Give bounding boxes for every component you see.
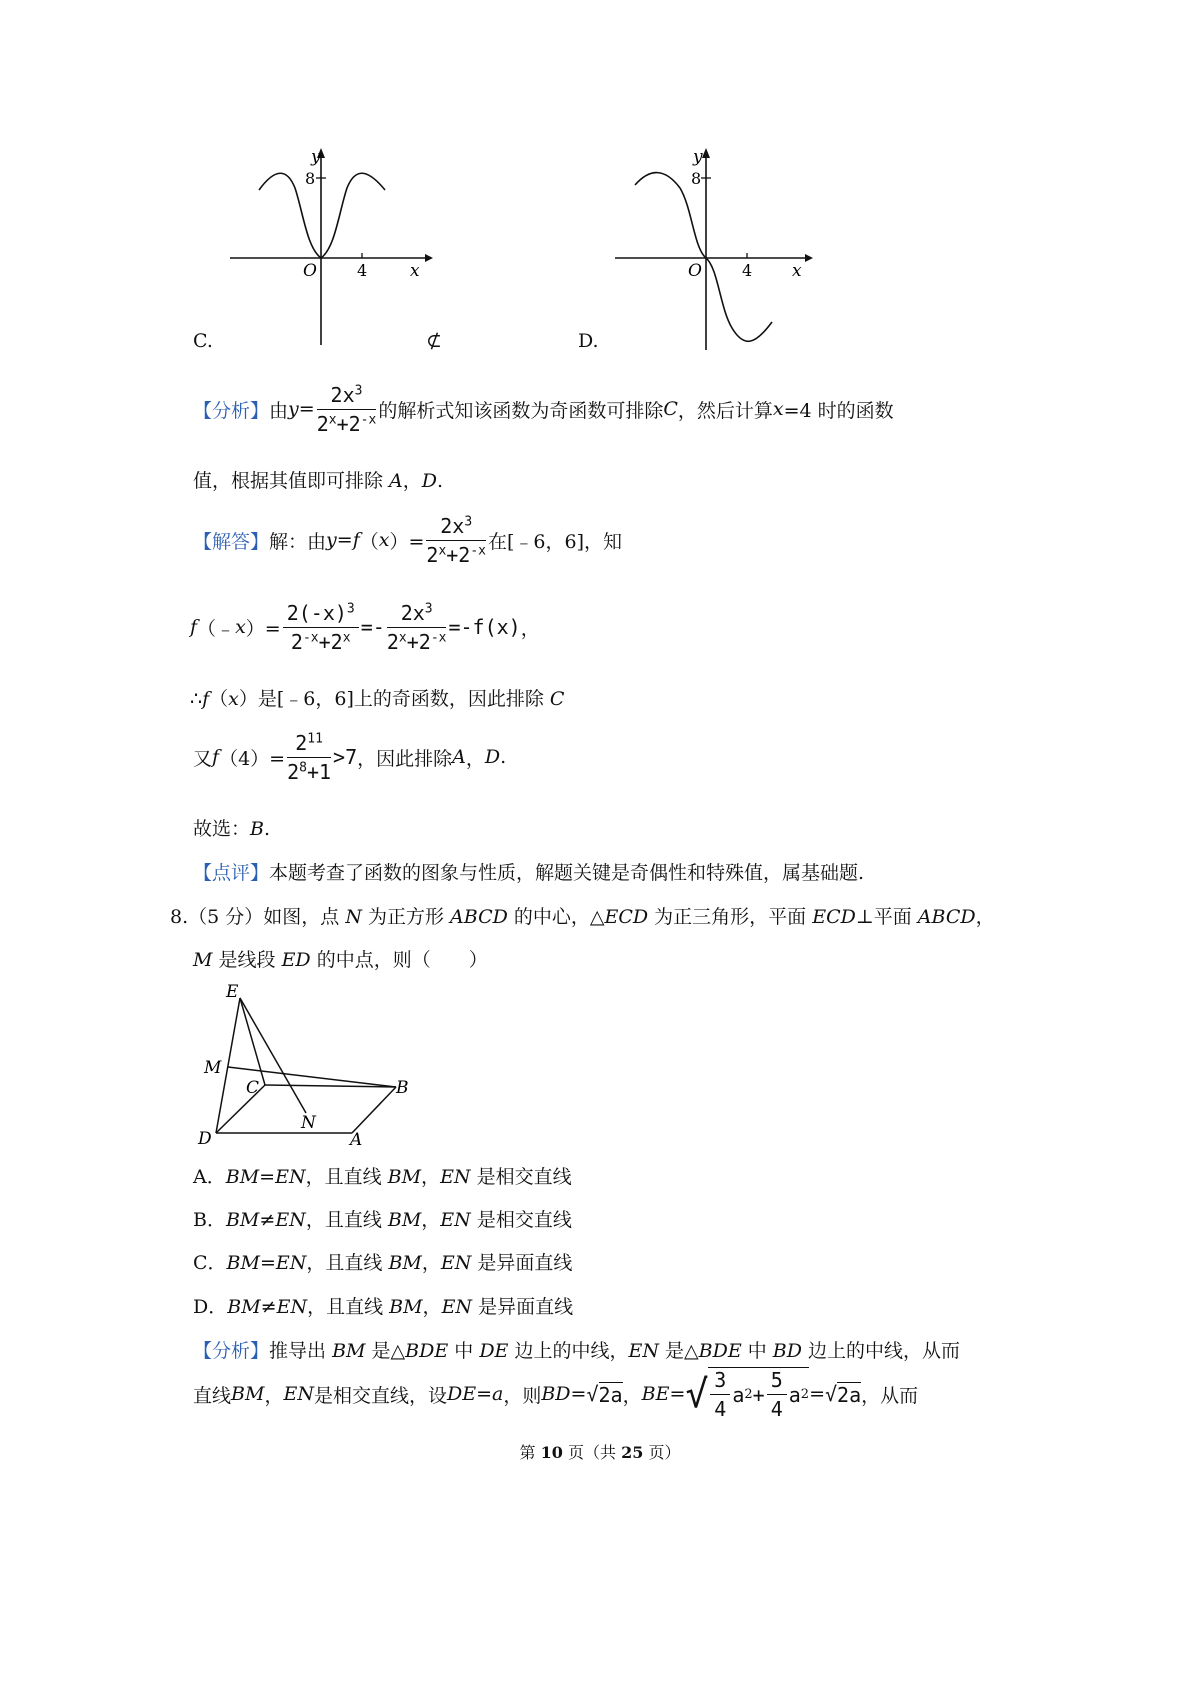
text: 中 xyxy=(448,1340,480,1362)
text: ， xyxy=(520,617,540,640)
var: ECD xyxy=(812,906,856,928)
comment-line xyxy=(193,858,864,885)
sqrt-radicand xyxy=(708,1367,809,1421)
var: EN xyxy=(275,1209,306,1231)
text: （ xyxy=(209,688,229,710)
question-8-line-1 xyxy=(170,902,995,929)
var: EN xyxy=(440,1166,471,1188)
num: 2 xyxy=(295,730,308,755)
text: 直线 xyxy=(193,1384,232,1407)
analysis-1-line-1 xyxy=(193,380,894,438)
fraction xyxy=(426,514,486,567)
var: C xyxy=(549,688,565,710)
text: 故选： xyxy=(193,818,251,840)
label-C: C xyxy=(246,1078,260,1098)
sqrt-content: 2a xyxy=(598,1382,623,1407)
text: ≠ xyxy=(259,1209,276,1231)
text: （4）= xyxy=(219,747,286,770)
text: ，且直线 xyxy=(305,1209,388,1231)
text: 是相交直线，设 xyxy=(313,1384,447,1407)
text: =-f(x) xyxy=(448,615,521,639)
var: EN xyxy=(440,1209,471,1231)
num: 5 xyxy=(767,1368,787,1395)
den: 2 xyxy=(426,542,439,567)
den: 4 xyxy=(714,1397,727,1421)
text: 是异面直线 xyxy=(471,1252,573,1274)
text: ， xyxy=(421,1209,441,1231)
text: ，且直线 xyxy=(305,1166,388,1188)
den: 2 xyxy=(287,759,300,784)
graph-c-x-tick: 4 xyxy=(357,261,368,280)
text: = xyxy=(669,1383,686,1405)
text: a xyxy=(732,1382,745,1407)
text: = xyxy=(476,1383,492,1405)
analysis-1-line-2 xyxy=(193,466,443,493)
graph-c xyxy=(225,140,435,350)
den: 2 xyxy=(386,629,399,654)
sup: -x xyxy=(430,629,447,645)
text: ）= xyxy=(245,617,281,640)
text: 边上的中线， xyxy=(508,1340,629,1362)
solution-tag: 【解答】 xyxy=(193,530,270,553)
var: BM xyxy=(332,1340,366,1362)
var: BDE xyxy=(405,1340,449,1362)
text: 是异面直线 xyxy=(472,1296,574,1318)
text: 的中心，△ xyxy=(507,906,605,928)
graph-c-y-tick: 8 xyxy=(305,169,316,188)
analysis-2-line-1 xyxy=(193,1336,960,1363)
var: D xyxy=(484,746,501,768)
sup: -x xyxy=(302,629,319,645)
graph-c-origin: O xyxy=(303,261,317,281)
text: ⊥平面 xyxy=(855,906,918,928)
text: 解：由 xyxy=(269,530,327,553)
text: = xyxy=(336,529,353,551)
option-label: A． xyxy=(193,1166,226,1188)
var: BM xyxy=(225,1209,260,1231)
graph-c-y-label: y xyxy=(311,147,321,167)
text: ，且直线 xyxy=(307,1296,390,1318)
var: EN xyxy=(276,1296,308,1318)
text: ，从而 xyxy=(861,1384,919,1407)
text: + xyxy=(752,1382,765,1407)
var: x xyxy=(378,529,390,551)
text: ，则 xyxy=(503,1384,542,1407)
den: +2 xyxy=(318,629,343,654)
sup: 3 xyxy=(424,600,433,616)
graph-d-y-label: y xyxy=(693,147,703,167)
fraction xyxy=(767,1368,787,1421)
analysis-tag: 【分析】 xyxy=(193,1340,270,1362)
graph-d-x-label: x xyxy=(792,261,802,281)
graph-d xyxy=(610,140,835,355)
text: 页） xyxy=(643,1443,681,1462)
sup: -x xyxy=(470,542,487,558)
option-d-label: D. xyxy=(578,330,599,352)
den: +2 xyxy=(406,629,431,654)
text: 为正三角形，平面 xyxy=(648,906,813,928)
text: 又 xyxy=(193,747,213,770)
var: A xyxy=(389,470,403,492)
den: +2 xyxy=(446,542,471,567)
label-E: E xyxy=(226,982,239,1002)
var: f xyxy=(352,529,360,551)
sqrt-sign: √ xyxy=(825,1382,838,1406)
num: 2x xyxy=(330,382,355,407)
page-number: 10 xyxy=(540,1443,563,1462)
var: a xyxy=(492,1383,504,1405)
text: ， xyxy=(264,1384,284,1407)
var: EN xyxy=(440,1252,472,1274)
text: ， xyxy=(402,470,422,492)
var: EN xyxy=(275,1252,307,1274)
den: 2 xyxy=(316,411,329,436)
text: 中 xyxy=(741,1340,773,1362)
text: ，然后计算 xyxy=(677,399,773,422)
den: +1 xyxy=(306,759,332,784)
analysis-2-line-2 xyxy=(193,1362,918,1426)
solution-line-2 xyxy=(190,596,540,658)
fraction xyxy=(317,383,377,436)
question-number: 8. xyxy=(170,906,189,928)
text: 是△ xyxy=(658,1340,699,1362)
label-D: D xyxy=(198,1129,212,1149)
question-8-line-2 xyxy=(193,945,488,972)
text: 是相交直线 xyxy=(470,1209,572,1231)
page-footer xyxy=(0,1440,1200,1463)
sup: -x xyxy=(360,411,377,427)
var: DE xyxy=(446,1383,477,1405)
text: 边上的中线，从而 xyxy=(802,1340,961,1362)
sup: x xyxy=(438,542,447,558)
text: （ xyxy=(359,530,379,553)
var: B xyxy=(250,818,264,840)
stray-symbol: ⊄ xyxy=(426,330,442,352)
fraction xyxy=(283,601,359,654)
text: = xyxy=(259,1166,276,1188)
text: . xyxy=(437,470,444,492)
solution-line-5 xyxy=(193,814,270,841)
text: = xyxy=(570,1383,587,1405)
var: x xyxy=(772,398,784,420)
total-pages: 25 xyxy=(621,1443,644,1462)
var: f xyxy=(202,688,210,710)
geometry-figure xyxy=(190,975,430,1155)
var: BE xyxy=(641,1383,670,1405)
text: 是△ xyxy=(365,1340,406,1362)
text: = xyxy=(809,1383,825,1405)
var: ECD xyxy=(604,906,649,928)
option-d[interactable] xyxy=(193,1292,573,1319)
text: ， xyxy=(421,1252,441,1274)
var: ED xyxy=(281,949,311,971)
solution-line-1 xyxy=(193,510,622,570)
text: 的中点，则（ ） xyxy=(310,949,488,971)
fraction xyxy=(287,731,331,784)
var: f xyxy=(212,746,220,768)
option-b[interactable] xyxy=(193,1205,572,1232)
var: EN xyxy=(628,1340,659,1362)
var: BM xyxy=(226,1252,260,1274)
num: 2x xyxy=(440,513,465,538)
text: 由 xyxy=(269,399,289,422)
graph-d-y-tick: 8 xyxy=(691,169,702,188)
text: ）= xyxy=(389,530,425,553)
den: 4 xyxy=(770,1397,783,1421)
option-c-label: C. xyxy=(193,330,213,352)
text: 的解析式知该函数为奇函数可排除 xyxy=(378,399,664,422)
var: EN xyxy=(441,1296,473,1318)
var: DE xyxy=(479,1340,509,1362)
var: BM xyxy=(227,1296,261,1318)
text: 是相交直线 xyxy=(470,1166,572,1188)
var: BM xyxy=(388,1252,422,1274)
text: 在[﹣6，6]，知 xyxy=(488,530,623,553)
fraction xyxy=(710,1368,730,1421)
var: EN xyxy=(283,1383,314,1405)
var: N xyxy=(345,906,362,928)
num: 3 xyxy=(710,1368,730,1395)
var: C xyxy=(663,398,678,420)
graph-d-x-tick: 4 xyxy=(742,261,753,280)
option-label: B． xyxy=(193,1209,226,1231)
num: 2(-x) xyxy=(286,600,347,625)
text: ， xyxy=(421,1166,441,1188)
var: EN xyxy=(275,1166,306,1188)
text: 是线段 xyxy=(212,949,282,971)
analysis-tag: 【分析】 xyxy=(193,399,270,422)
sup: x xyxy=(398,629,407,645)
sup: 3 xyxy=(354,382,363,398)
text: 页（共 xyxy=(562,1443,622,1462)
text: ， xyxy=(622,1384,642,1407)
var: f xyxy=(190,616,198,638)
den: +2 xyxy=(336,411,361,436)
text: ，且直线 xyxy=(306,1252,389,1274)
sup: x xyxy=(328,411,337,427)
var: y xyxy=(326,529,337,551)
text: . xyxy=(500,746,507,768)
text: ， xyxy=(465,747,485,770)
text: >7 xyxy=(333,745,358,769)
text: ≠ xyxy=(260,1296,277,1318)
text: ， xyxy=(422,1296,442,1318)
var: ABCD xyxy=(917,906,976,928)
sqrt-sign-large: √ xyxy=(685,1372,709,1416)
label-A: A xyxy=(350,1130,363,1150)
comment-tag: 【点评】 xyxy=(193,862,270,884)
var: BD xyxy=(541,1383,571,1405)
option-label: D． xyxy=(193,1296,228,1318)
solution-line-3 xyxy=(190,684,564,711)
var: BM xyxy=(389,1296,423,1318)
text: ∴ xyxy=(190,688,203,710)
den: 2 xyxy=(290,629,303,654)
var: BM xyxy=(225,1166,260,1188)
option-c[interactable] xyxy=(193,1248,572,1275)
text: 值，根据其值即可排除 xyxy=(193,470,390,492)
graph-c-x-label: x xyxy=(410,261,420,281)
text: . xyxy=(263,818,271,840)
text: =- xyxy=(360,615,385,639)
text: 推导出 xyxy=(269,1340,333,1362)
var-y: y xyxy=(288,398,299,420)
text: （﹣ xyxy=(197,617,236,640)
text: = xyxy=(259,1252,276,1274)
graph-d-origin: O xyxy=(688,261,702,281)
option-label: C． xyxy=(193,1252,227,1274)
text: =4 时的函数 xyxy=(783,399,894,422)
sup: 2 xyxy=(800,1387,810,1402)
var: M xyxy=(193,949,213,971)
var: BM xyxy=(231,1383,265,1405)
sup: 8 xyxy=(299,759,307,775)
num: 2x xyxy=(400,600,425,625)
var: x xyxy=(228,688,239,710)
sup: 3 xyxy=(346,600,355,616)
var: BDE xyxy=(698,1340,742,1362)
text: a xyxy=(788,1382,801,1407)
label-B: B xyxy=(396,1078,409,1098)
label-M: M xyxy=(204,1058,222,1078)
sup: 2 xyxy=(744,1387,753,1402)
var: BM xyxy=(387,1209,422,1231)
sup: 3 xyxy=(464,513,473,529)
sup: 11 xyxy=(307,730,323,746)
var: A xyxy=(452,746,466,768)
solution-line-4 xyxy=(193,726,506,788)
text: 为正方形 xyxy=(361,906,451,928)
var: BD xyxy=(772,1340,802,1362)
text: 本题考查了函数的图象与性质，解题关键是奇偶性和特殊值，属基础题. xyxy=(269,862,865,884)
label-N: N xyxy=(301,1113,316,1133)
text: ， xyxy=(975,906,995,928)
var: ABCD xyxy=(450,906,508,928)
var: BM xyxy=(387,1166,422,1188)
text: ，因此排除 xyxy=(357,747,453,770)
var: x xyxy=(235,616,246,638)
sqrt-sign: √ xyxy=(586,1382,599,1406)
var: D xyxy=(421,470,438,492)
text: （5 分）如图，点 xyxy=(188,906,346,928)
sup: x xyxy=(342,629,351,645)
text: = xyxy=(298,398,315,420)
text: ）是[﹣6，6]上的奇函数，因此排除 xyxy=(238,688,550,710)
fraction xyxy=(387,601,447,654)
text: 第 xyxy=(519,1443,541,1462)
sqrt-content: 2a xyxy=(837,1382,862,1407)
option-a[interactable] xyxy=(193,1162,572,1189)
